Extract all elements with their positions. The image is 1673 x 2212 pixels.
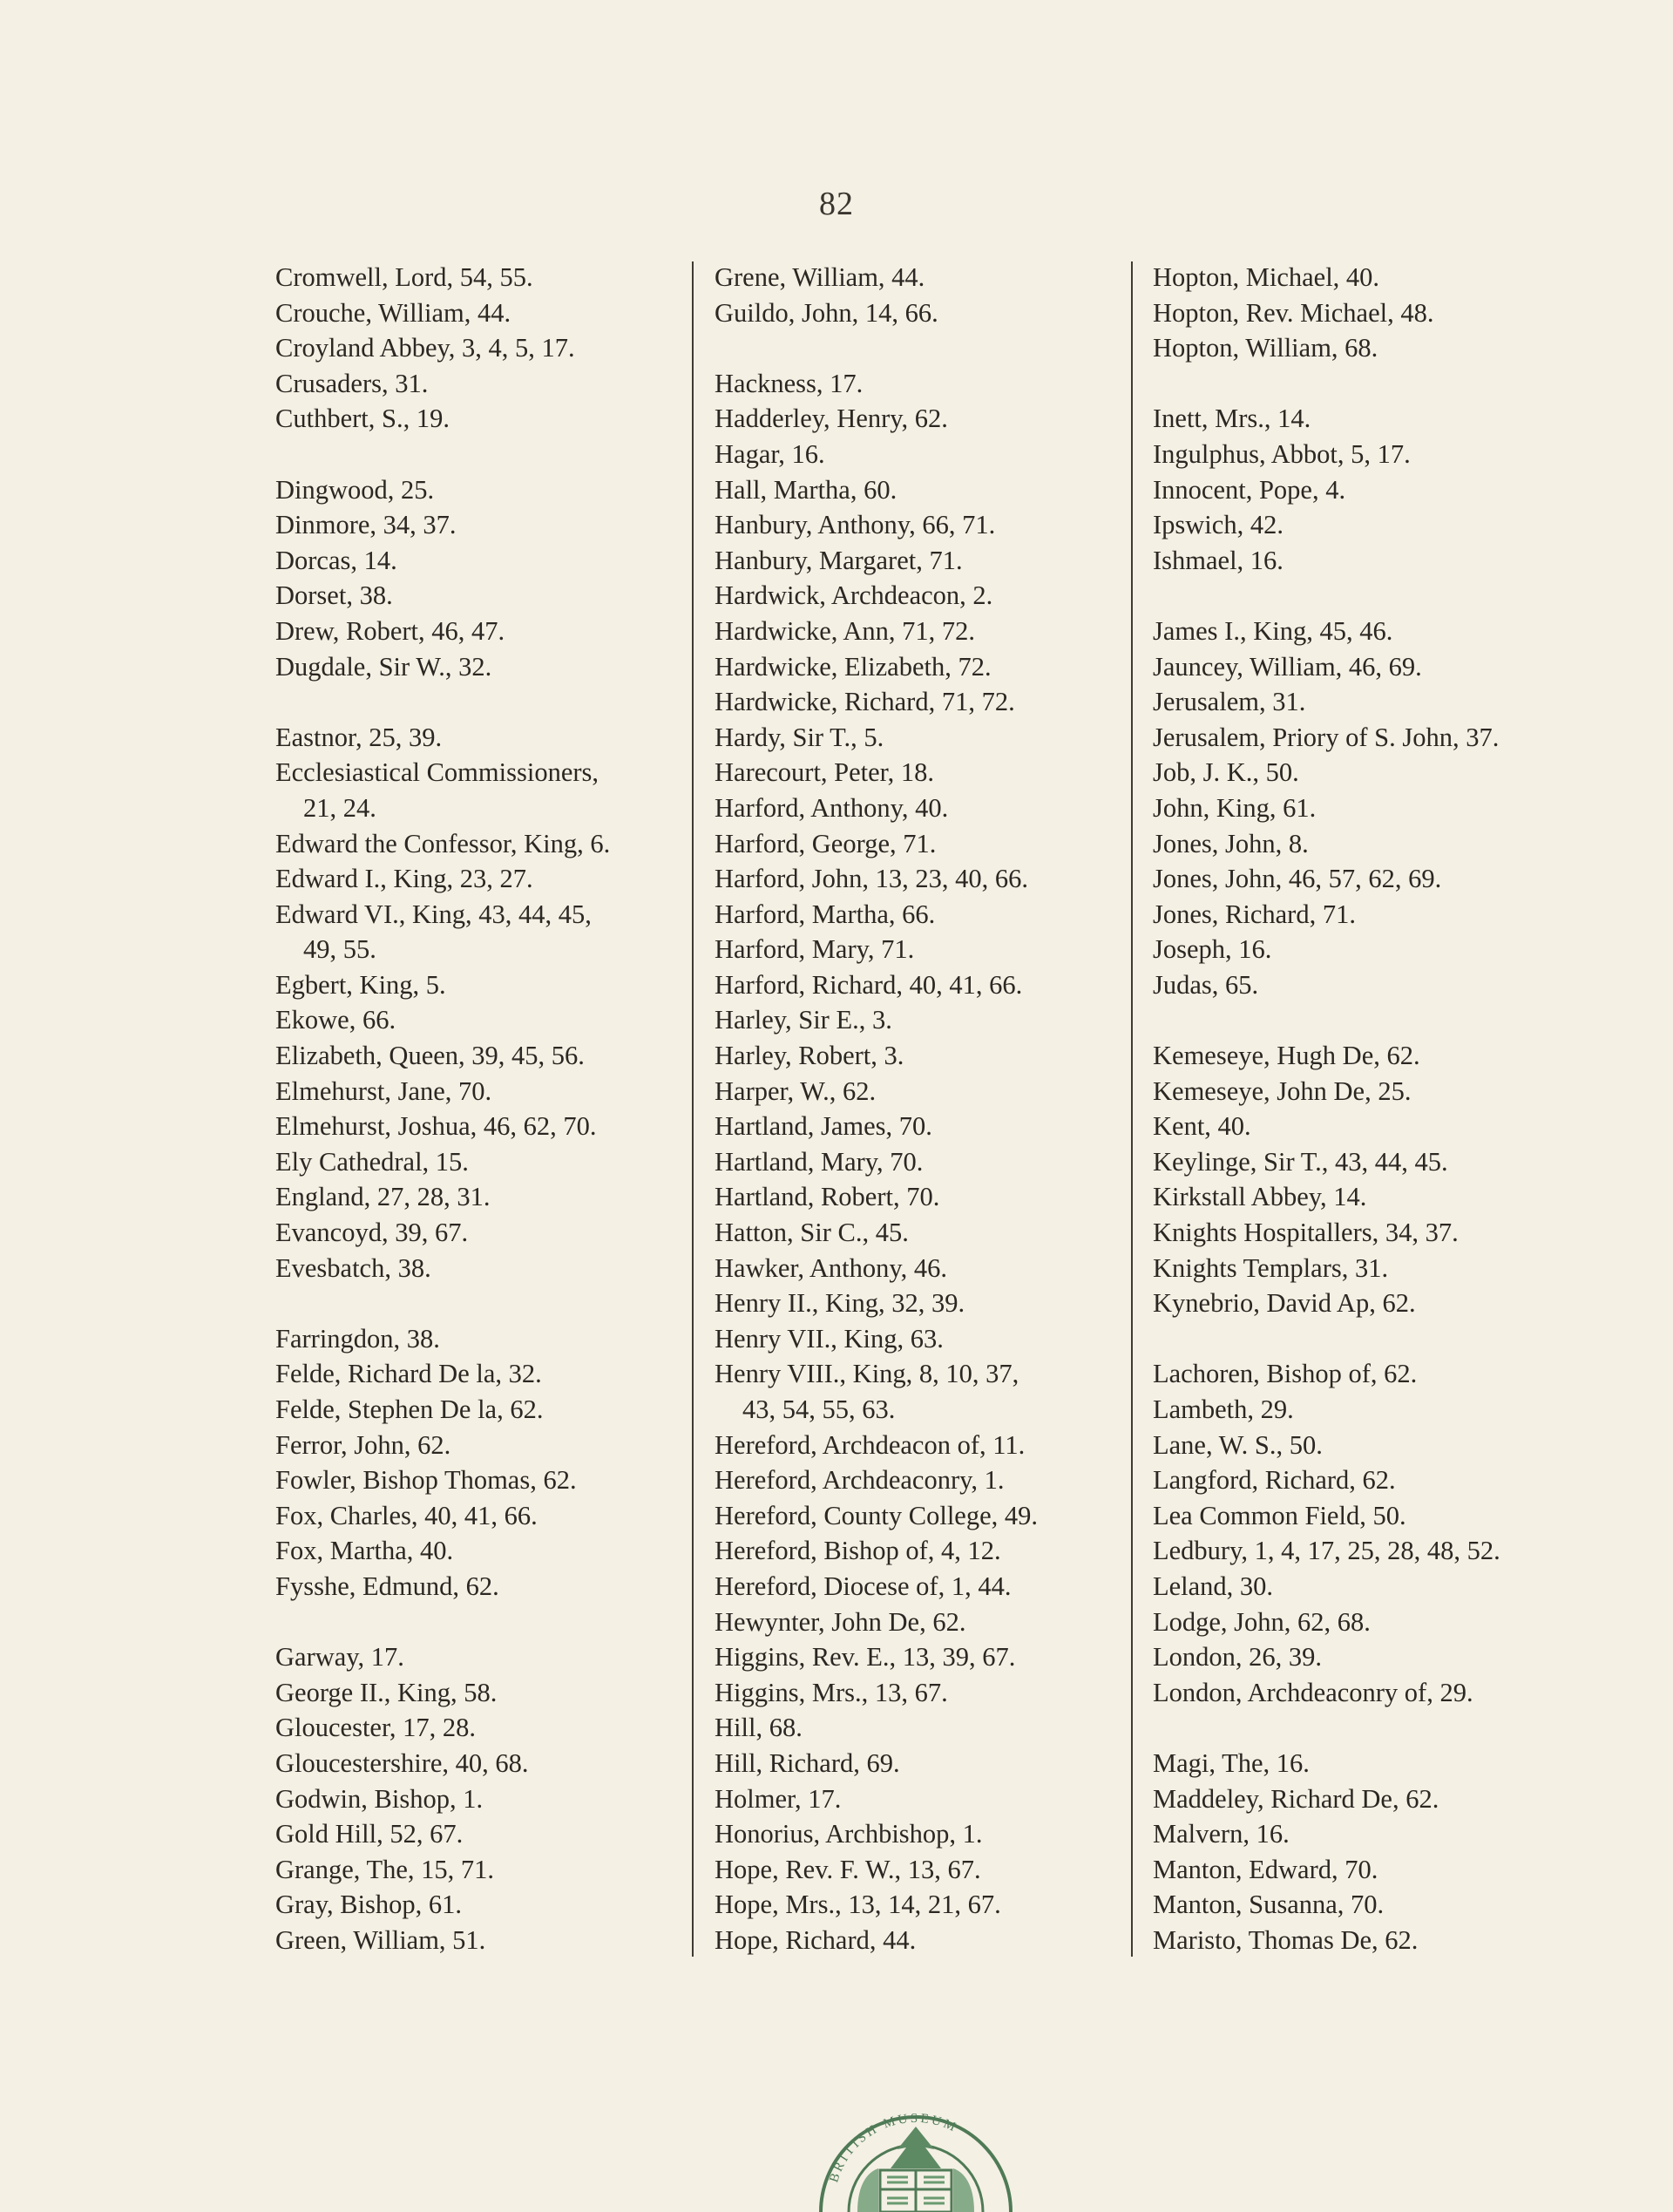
- index-entry: Fowler, Bishop Thomas, 62.: [275, 1465, 577, 1496]
- index-entry: James I., King, 45, 46.: [1153, 615, 1393, 646]
- index-entry: Ledbury, 1, 4, 17, 25, 28, 48, 52.: [1153, 1536, 1500, 1566]
- index-entry: John, King, 61.: [1153, 792, 1317, 823]
- index-entry: Felde, Richard De la, 32.: [275, 1359, 542, 1389]
- index-entry: Jauncey, William, 46, 69.: [1153, 651, 1422, 682]
- index-entry: Higgins, Mrs., 13, 67.: [715, 1677, 948, 1707]
- index-entry: Hardwicke, Richard, 71, 72.: [715, 687, 1015, 717]
- index-entry: Cuthbert, S., 19.: [275, 404, 450, 434]
- index-entry: Hardwicke, Elizabeth, 72.: [715, 651, 992, 682]
- index-entry: Holmer, 17.: [715, 1783, 842, 1814]
- index-entry: Keylinge, Sir T., 43, 44, 45.: [1153, 1146, 1448, 1177]
- index-entry: Lane, W. S., 50.: [1153, 1429, 1323, 1460]
- index-entry: Crusaders, 31.: [275, 368, 429, 398]
- section-gap: [275, 1605, 685, 1640]
- index-entry: Eastnor, 25, 39.: [275, 722, 443, 752]
- index-entry: Harford, Mary, 71.: [715, 934, 915, 965]
- index-entry: Kemeseye, John De, 25.: [1153, 1075, 1412, 1106]
- section-gap: [1153, 1002, 1588, 1038]
- index-entry: Henry VII., King, 63.: [715, 1323, 944, 1354]
- index-entry: Maristo, Thomas De, 62.: [1153, 1924, 1419, 1955]
- index-entry: Hadderley, Henry, 62.: [715, 404, 948, 434]
- index-entry: Ishmael, 16.: [1153, 545, 1284, 575]
- index-entry: Green, William, 51.: [275, 1924, 486, 1955]
- index-entry: Gray, Bishop, 61.: [275, 1890, 463, 1920]
- index-entry: Knights Hospitallers, 34, 37.: [1153, 1218, 1459, 1248]
- index-entry: Edward the Confessor, King, 6.: [275, 828, 611, 858]
- index-entry: Hartland, Robert, 70.: [715, 1182, 940, 1212]
- index-entry-continuation: 21, 24.: [303, 792, 376, 823]
- index-entry: Hereford, Archdeacon of, 11.: [715, 1429, 1026, 1460]
- index-entry: Jerusalem, 31.: [1153, 687, 1306, 717]
- index-entry: Egbert, King, 5.: [275, 969, 446, 1000]
- index-entry: England, 27, 28, 31.: [275, 1182, 491, 1212]
- index-entry: Leland, 30.: [1153, 1571, 1274, 1601]
- section-gap: [1153, 1710, 1588, 1746]
- index-entry: Hanbury, Anthony, 66, 71.: [715, 510, 996, 540]
- index-entry: Dinmore, 34, 37.: [275, 510, 457, 540]
- index-entry: Jones, Richard, 71.: [1153, 899, 1356, 929]
- section-gap: [1153, 578, 1588, 614]
- index-entry: Elmehurst, Joshua, 46, 62, 70.: [275, 1111, 597, 1142]
- index-entry: Fysshe, Edmund, 62.: [275, 1571, 499, 1601]
- index-entry: Judas, 65.: [1153, 969, 1259, 1000]
- section-gap: [715, 330, 1124, 366]
- index-entry: Gold Hill, 52, 67.: [275, 1819, 464, 1849]
- index-entry: Ecclesiastical Commissioners,: [275, 757, 599, 788]
- index-entry: Hereford, Archdeaconry, 1.: [715, 1465, 1005, 1496]
- index-entry: Drew, Robert, 46, 47.: [275, 615, 505, 646]
- index-entry: Fox, Charles, 40, 41, 66.: [275, 1500, 538, 1530]
- index-entry: Harford, George, 71.: [715, 828, 937, 858]
- section-gap: [275, 1286, 685, 1321]
- index-entry: Higgins, Rev. E., 13, 39, 67.: [715, 1642, 1016, 1673]
- index-entry: Hackness, 17.: [715, 368, 864, 398]
- index-entry: Langford, Richard, 62.: [1153, 1465, 1396, 1496]
- index-entry: Magi, The, 16.: [1153, 1747, 1310, 1778]
- index-entry: Harford, Martha, 66.: [715, 899, 936, 929]
- index-entry: Kynebrio, David Ap, 62.: [1153, 1288, 1416, 1319]
- index-entry: Harley, Robert, 3.: [715, 1041, 904, 1071]
- index-entry: Manton, Susanna, 70.: [1153, 1890, 1385, 1920]
- index-entry: Joseph, 16.: [1153, 934, 1272, 965]
- index-entry: Fox, Martha, 40.: [275, 1536, 454, 1566]
- index-entry: George II., King, 58.: [275, 1677, 498, 1707]
- index-entry: Job, J. K., 50.: [1153, 757, 1299, 788]
- index-entry: Ingulphus, Abbot, 5, 17.: [1153, 438, 1411, 469]
- index-entry: Hopton, Michael, 40.: [1153, 262, 1380, 292]
- index-entry: Hatton, Sir C., 45.: [715, 1218, 909, 1248]
- index-entry: Ferror, John, 62.: [275, 1429, 451, 1460]
- index-entry: Dorset, 38.: [275, 580, 393, 611]
- index-entry: Godwin, Bishop, 1.: [275, 1783, 484, 1814]
- index-entry: Hereford, Bishop of, 4, 12.: [715, 1536, 1001, 1566]
- index-entry: Hawker, Anthony, 46.: [715, 1252, 948, 1283]
- index-entry: Manton, Edward, 70.: [1153, 1854, 1378, 1884]
- index-entry: Harley, Sir E., 3.: [715, 1005, 892, 1035]
- index-entry: Harecourt, Peter, 18.: [715, 757, 934, 788]
- index-entry: Croyland Abbey, 3, 4, 5, 17.: [275, 333, 575, 363]
- index-entry: Hardwicke, Ann, 71, 72.: [715, 615, 976, 646]
- index-entry: Hardwick, Archdeacon, 2.: [715, 580, 993, 611]
- index-entry: Hartland, James, 70.: [715, 1111, 932, 1142]
- index-entry: Dingwood, 25.: [275, 474, 435, 505]
- index-entry: Evancoyd, 39, 67.: [275, 1218, 469, 1248]
- index-entry: Elmehurst, Jane, 70.: [275, 1075, 492, 1106]
- index-entry: Elizabeth, Queen, 39, 45, 56.: [275, 1041, 585, 1071]
- index-entry: Hill, Richard, 69.: [715, 1747, 900, 1778]
- index-entry: Hill, 68.: [715, 1713, 803, 1743]
- index-entry: Lambeth, 29.: [1153, 1394, 1294, 1424]
- index-entry: Lea Common Field, 50.: [1153, 1500, 1406, 1530]
- index-entry: Lachoren, Bishop of, 62.: [1153, 1359, 1418, 1389]
- index-entry: Hewynter, John De, 62.: [715, 1606, 966, 1637]
- column-divider: [1131, 261, 1133, 1957]
- index-entry: Garway, 17.: [275, 1642, 404, 1673]
- index-entry: Harper, W., 62.: [715, 1075, 877, 1106]
- index-entry: Jones, John, 46, 57, 62, 69.: [1153, 864, 1442, 894]
- index-entry: Dugdale, Sir W., 32.: [275, 651, 492, 682]
- index-entry: Cromwell, Lord, 54, 55.: [275, 262, 533, 292]
- index-entry: Kirkstall Abbey, 14.: [1153, 1182, 1367, 1212]
- index-entry: Hopton, Rev. Michael, 48.: [1153, 297, 1434, 328]
- section-gap: [275, 684, 685, 720]
- index-entry: Jerusalem, Priory of S. John, 37.: [1153, 722, 1500, 752]
- section-gap: [1153, 366, 1588, 402]
- svg-text:BRITISH MUSEUM: BRITISH MUSEUM: [827, 2111, 960, 2185]
- index-entry: Malvern, 16.: [1153, 1819, 1290, 1849]
- page-number: 82: [819, 186, 854, 222]
- index-entry: Kent, 40.: [1153, 1111, 1251, 1142]
- index-entry: Henry II., King, 32, 39.: [715, 1288, 965, 1319]
- index-entry: Harford, Richard, 40, 41, 66.: [715, 969, 1023, 1000]
- index-entry: Ipswich, 42.: [1153, 510, 1284, 540]
- index-entry: Hardy, Sir T., 5.: [715, 722, 884, 752]
- column-divider: [692, 261, 694, 1957]
- index-entry: Evesbatch, 38.: [275, 1252, 431, 1283]
- index-entry: Gloucester, 17, 28.: [275, 1713, 477, 1743]
- index-entry: Hall, Martha, 60.: [715, 474, 897, 505]
- index-entry: Kemeseye, Hugh De, 62.: [1153, 1041, 1420, 1071]
- index-entry: London, Archdeaconry of, 29.: [1153, 1677, 1473, 1707]
- index-entry: Guildo, John, 14, 66.: [715, 297, 938, 328]
- index-entry: Hagar, 16.: [715, 438, 825, 469]
- index-column-1: [275, 260, 685, 1958]
- index-entry: Edward VI., King, 43, 44, 45,: [275, 899, 592, 929]
- index-entry: Felde, Stephen De la, 62.: [275, 1394, 544, 1424]
- library-stamp-icon: [814, 2081, 1018, 2212]
- index-entry: Inett, Mrs., 14.: [1153, 404, 1311, 434]
- index-entry: Lodge, John, 62, 68.: [1153, 1606, 1371, 1637]
- index-entry: Crouche, William, 44.: [275, 297, 511, 328]
- index-entry: Hope, Richard, 44.: [715, 1924, 917, 1955]
- index-entry: London, 26, 39.: [1153, 1642, 1323, 1673]
- index-entry: Hereford, County College, 49.: [715, 1500, 1039, 1530]
- index-entry: Innocent, Pope, 4.: [1153, 474, 1346, 505]
- index-entry: Hereford, Diocese of, 1, 44.: [715, 1571, 1012, 1601]
- index-entry: Hartland, Mary, 70.: [715, 1146, 924, 1177]
- index-entry: Jones, John, 8.: [1153, 828, 1309, 858]
- index-entry: Harford, Anthony, 40.: [715, 792, 949, 823]
- index-column-3: [1153, 260, 1588, 1958]
- index-entry: Henry VIII., King, 8, 10, 37,: [715, 1359, 1019, 1389]
- index-entry: Ekowe, 66.: [275, 1005, 396, 1035]
- index-entry: Honorius, Archbishop, 1.: [715, 1819, 983, 1849]
- index-entry: Knights Templars, 31.: [1153, 1252, 1389, 1283]
- index-entry: Hope, Mrs., 13, 14, 21, 67.: [715, 1890, 1001, 1920]
- index-entry: Hope, Rev. F. W., 13, 67.: [715, 1854, 981, 1884]
- index-entry: Ely Cathedral, 15.: [275, 1146, 469, 1177]
- index-entry: Edward I., King, 23, 27.: [275, 864, 533, 894]
- index-entry: Hanbury, Margaret, 71.: [715, 545, 963, 575]
- index-column-2: [715, 260, 1124, 1958]
- index-entry-continuation: 43, 54, 55, 63.: [742, 1394, 896, 1424]
- section-gap: [275, 437, 685, 472]
- index-entry: Harford, John, 13, 23, 40, 66.: [715, 864, 1029, 894]
- section-gap: [1153, 1321, 1588, 1357]
- index-entry: Dorcas, 14.: [275, 545, 397, 575]
- index-entry: Grange, The, 15, 71.: [275, 1854, 494, 1884]
- index-entry: Maddeley, Richard De, 62.: [1153, 1783, 1439, 1814]
- index-entry: Gloucestershire, 40, 68.: [275, 1747, 529, 1778]
- index-entry: Hopton, William, 68.: [1153, 333, 1378, 363]
- index-entry: Farringdon, 38.: [275, 1323, 440, 1354]
- index-entry: Grene, William, 44.: [715, 262, 925, 292]
- index-entry-continuation: 49, 55.: [303, 934, 376, 965]
